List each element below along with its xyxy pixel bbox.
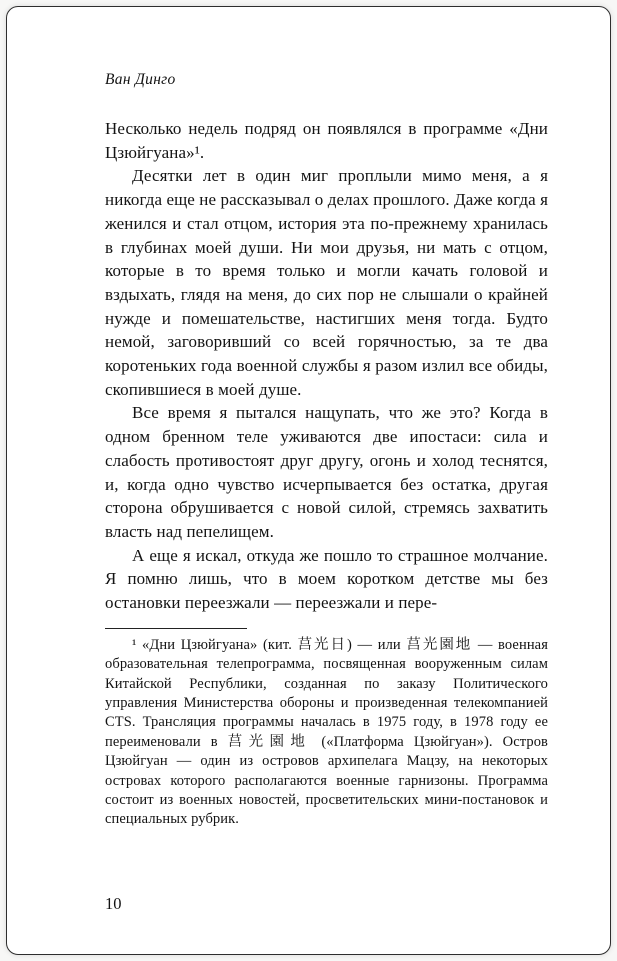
footnote-separator [105, 628, 247, 629]
book-page [6, 6, 611, 955]
running-header-author: Ван Динго [105, 71, 176, 88]
paragraph: Все время я пытался нащупать, что же это? Когда в одном бренном теле уживаются две ипостаси: сила и слабость противостоят друг другу, огонь и холод теснятся, и, когда одно чувство исчерпывается без остатка, другая сторона обрушивается с новой силой, стремясь захватить власть над пепелищем. [105, 403, 548, 541]
body-text [105, 117, 548, 615]
paragraph: Несколько недель подряд он появлялся в программе «Дни Цзюйгуана»¹. [105, 119, 548, 162]
paragraph: А еще я искал, откуда же пошло то страшное молчание. Я помню лишь, что в моем коротком детстве мы без остановки переезжали — переезжали и пере- [105, 545, 548, 613]
paragraph: Десятки лет в один миг проплыли мимо меня, а я никогда еще не рассказывал о делах прошлого. Даже когда я женился и стал отцом, история эта по-прежнему хранилась в глубинах моей души. Ни мои друзья, ни мать с отцом, которые в то время только и могли качать головой и вздыхать, глядя на меня, до сих пор не слышали о крайней нужде и помешательстве, настигших меня тогда. Будто немой, заговоривший со всей горячностью, за те два коротеньких года военной службы я разом излил все обиды, скопившиеся в моей душе. [105, 166, 548, 399]
footnote-text: ¹ «Дни Цзюйгуана» (кит. 莒光日) — или 莒光園地 — военная образовательная телепрограмма, посвященная вооруженным силам Китайской Республики, созданная по заказу Политического управления Министерства обороны и произведенная телекомпанией CTS. Трансляция программы началась в 1975 году, в 1978 году ее переименовали в 莒光園地 («Платформа Цзюйгуан»). Остров Цзюйгуан — один из островов архипелага Мацзу, на некоторых островах которого располагаются военные гарнизоны. Программа состоит из военных новостей, просветительских мини-постановок и специальных рубрик. [105, 636, 548, 828]
page-content [7, 7, 610, 954]
page-number: 10 [105, 894, 122, 913]
